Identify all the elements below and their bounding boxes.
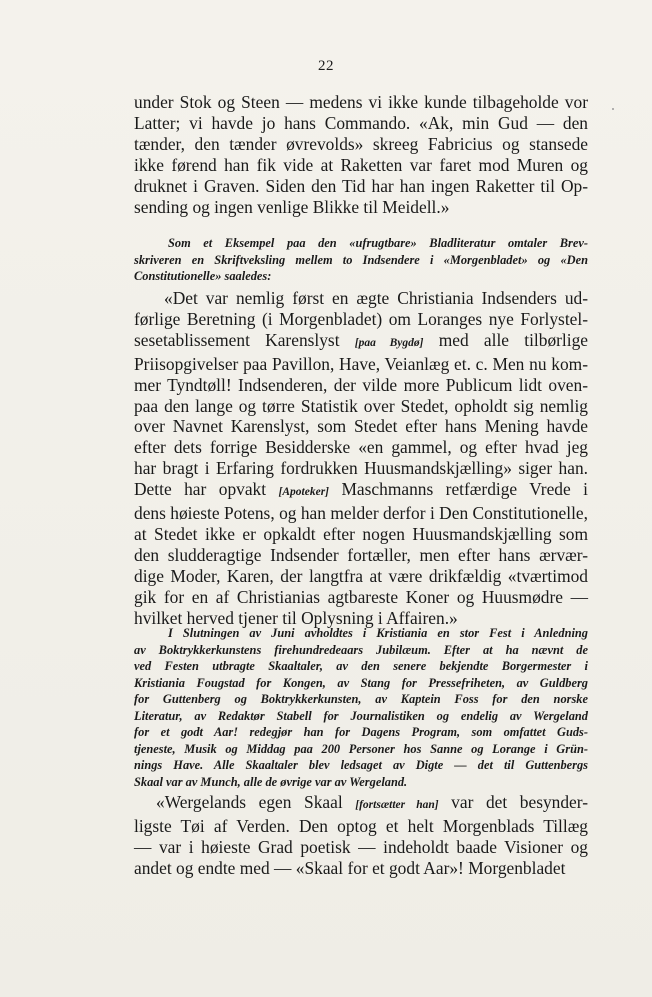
text-line — [134, 479, 588, 503]
inline-editorial-note: [fortsætter han] — [355, 799, 439, 811]
text-segment: mer Tyndtøll! Indsenderen, der vilde more Publicum lidt oven- — [134, 374, 588, 395]
text-line — [134, 354, 588, 375]
note-line: Literatur, av Redaktør Stabell for Journalistiken og endelig av Wergeland — [134, 708, 588, 723]
note-line: Skaal var av Munch, alle de øvrige var av Wergeland. — [134, 774, 408, 789]
page-number: 22 — [318, 58, 334, 74]
editorial-note-2 — [134, 625, 588, 790]
text-segment: «Det var nemlig først en ægte Christiania Indsenders ud- — [164, 288, 588, 308]
text-line — [134, 416, 588, 437]
note-line: for Guttenberg og Boktrykkerkunsten, av Kaptein Foss for den norske — [134, 692, 588, 706]
text-segment: Maschmanns retfærdige Vrede i — [329, 479, 588, 500]
text-segment: efter dets forrige Besidderske «en gammel, og efter hvad jeg — [134, 437, 588, 458]
text-line — [134, 375, 588, 396]
inline-editorial-note: [Apoteker] — [278, 486, 330, 499]
note-line: skriveren en Skriftveksling mellem to Indsendere i «Morgenbladet» og «Den — [134, 252, 588, 267]
paragraph-2 — [134, 288, 588, 629]
text-segment: at Stedet ikke er opkaldt efter nogen Huusmandskjælling som — [134, 523, 588, 544]
text-segment: den sludderagtige Indsender fortæller, men efter hans ærvær- — [134, 544, 588, 565]
text-line: druknet i Graven. Siden den Tid har han ingen Raketter til Op- — [134, 175, 588, 196]
text-line — [134, 309, 588, 330]
text-segment: dens høieste Potens, og han melder derfor i Den Constitutionelle, — [134, 503, 588, 524]
text-segment: gik for en af Christianias agtbareste Koner og Huusmødre — — [134, 586, 588, 607]
inline-editorial-note: [paa Bygdø] — [354, 336, 424, 349]
note-line: Som et Eksempel paa den «ufrugtbare» Bladliteratur omtaler Brev- — [168, 236, 588, 250]
text-line — [134, 792, 588, 816]
text-segment: har bragt i Erfaring fordrukken Huusmandskjælling» siger han. — [134, 458, 588, 479]
text-line — [134, 587, 588, 608]
text-line: ikke førend han fik vide at Raketten var faret mod Muren og — [134, 154, 588, 175]
note-line: nings Have. Alle Skaaltaler blev ledsaget av Digte — det til Guttenbergs — [134, 758, 588, 772]
text-line — [134, 837, 588, 858]
text-segment: dige Moder, Karen, der langtfra at være drikfældig «tværtimod — [134, 565, 588, 586]
text-line — [134, 437, 588, 458]
text-segment: — var i høieste Grad poetisk — indeholdt baade Visioner og — [134, 836, 588, 857]
text-line — [134, 858, 588, 879]
text-line: tænder, den tænder øvrevolds» skreeg Fabricius og stansede — [134, 133, 588, 154]
text-line — [134, 566, 588, 587]
text-segment: Dette har opvakt — [134, 479, 279, 500]
paragraph-1 — [134, 92, 588, 217]
note-line: Constitutionelle» saaledes: — [134, 269, 272, 283]
text-segment: andet og endte med — «Skaal for et godt Aar»! Morgenbladet — [134, 857, 566, 878]
text-line — [134, 545, 588, 566]
text-segment: over Navnet Karenslyst, som Stedet efter hans Mening havde — [134, 416, 588, 437]
text-line: sending og ingen venlige Blikke til Meidell.» — [134, 196, 450, 217]
text-segment: var det besynder- — [438, 792, 589, 812]
note-line: for et godt Aar! redegjør han for Dagens Program, som omfattet Guds- — [134, 725, 588, 739]
text-line — [134, 816, 588, 837]
note-line: ved Festen utbragte Skaaltaler, av den senere bekjendte Borgermester i — [134, 659, 588, 673]
text-line — [134, 330, 588, 354]
paper-speck — [612, 108, 614, 110]
text-line: Latter; vi havde jo hans Commando. «Ak, min Gud — den — [134, 112, 588, 133]
text-segment: med alle tilbørlige — [423, 329, 589, 350]
text-line: under Stok og Steen — medens vi ikke kunde tilbageholde vor — [134, 92, 588, 112]
note-line: I Slutningen av Juni avholdtes i Kristiania en stor Fest i Anledning — [168, 626, 588, 640]
editorial-note-1 — [134, 235, 588, 285]
note-line: tjeneste, Musik og Middag paa 200 Personer hos Sanne og Lorange i Grün- — [134, 741, 588, 756]
text-segment: paa den lange og tørre Statistik over Stedet, opholdt sig nemlig — [134, 395, 588, 416]
text-line — [134, 288, 588, 309]
text-line — [134, 503, 588, 524]
text-line — [134, 524, 588, 545]
paragraph-3 — [134, 792, 588, 879]
text-segment: førlige Beretning (i Morgenbladet) om Loranges nye Forlystel- — [134, 308, 588, 329]
text-segment: sesetablissement Karenslyst — [134, 329, 355, 350]
text-segment: «Wergelands egen Skaal — [156, 792, 356, 812]
note-line: av Boktrykkerkunstens firehundredeaars Jubilæum. Efter at ha nævnt de — [134, 642, 588, 657]
text-segment: hvilket herved tjener til Oplysning i Affairen.» — [134, 607, 458, 628]
note-line: Kristiania Fougstad for Kongen, av Stang for Pressefriheten, av Guldberg — [134, 675, 588, 690]
text-line — [134, 458, 588, 479]
text-segment: ligste Tøi af Verden. Den optog et helt Morgenblads Tillæg — [134, 815, 588, 836]
text-segment: Priisopgivelser paa Pavillon, Have, Veianlæg et. c. Men nu kom- — [134, 353, 588, 374]
text-line — [134, 396, 588, 417]
